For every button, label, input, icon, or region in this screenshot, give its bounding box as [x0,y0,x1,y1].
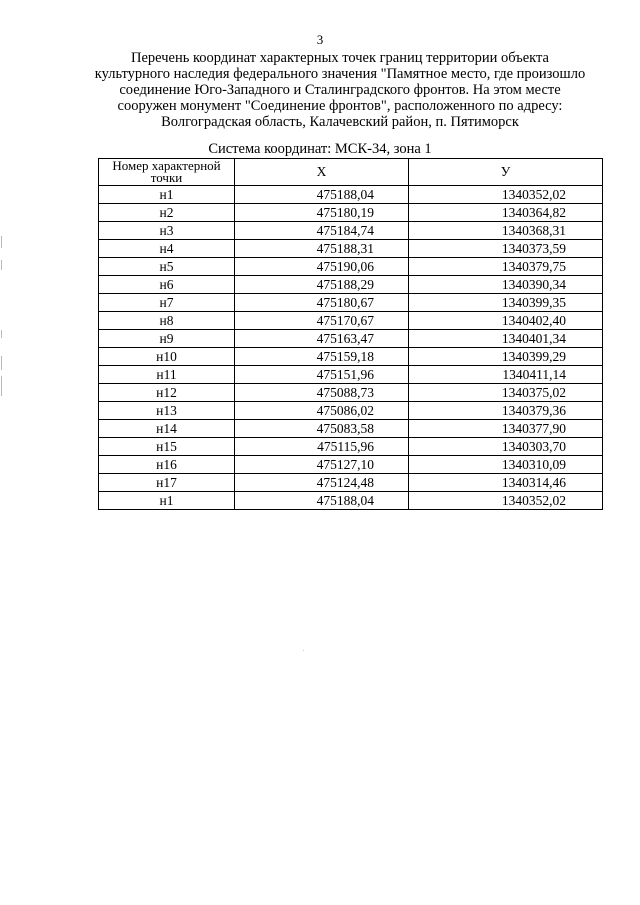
heading-line: сооружен монумент "Соединение фронтов", расположенного по адресу: [117,98,563,114]
y-coordinate-cell: 1340379,75 [409,258,603,276]
point-number-cell: н3 [99,222,235,240]
x-coordinate-cell: 475088,73 [235,384,409,402]
y-coordinate-cell: 1340377,90 [409,420,603,438]
y-coordinate-cell: 1340303,70 [409,438,603,456]
x-coordinate-cell: 475170,67 [235,312,409,330]
table-row [99,474,603,492]
x-coordinate-cell: 475188,04 [235,492,409,510]
table-row [99,258,603,276]
y-coordinate-cell: 1340401,34 [409,330,603,348]
table-row [99,438,603,456]
header-y: У [409,159,603,186]
x-coordinate-cell: 475159,18 [235,348,409,366]
point-number-cell: н8 [99,312,235,330]
y-coordinate-cell: 1340352,02 [409,492,603,510]
heading-line: Перечень координат характерных точек границ территории объекта [131,50,549,66]
scan-edge-mark [1,260,2,270]
table-row [99,276,603,294]
x-coordinate-cell: 475127,10 [235,456,409,474]
x-coordinate-cell: 475184,74 [235,222,409,240]
point-number-cell: н1 [99,186,235,204]
x-coordinate-cell: 475083,58 [235,420,409,438]
table-row [99,240,603,258]
y-coordinate-cell: 1340373,59 [409,240,603,258]
x-coordinate-cell: 475115,96 [235,438,409,456]
heading-line: Волгоградская область, Калачевский район, п. Пятиморск [161,114,519,130]
point-number-cell: н7 [99,294,235,312]
x-coordinate-cell: 475163,47 [235,330,409,348]
coordinates-table [98,158,603,510]
y-coordinate-cell: 1340402,40 [409,312,603,330]
header-point-number [99,159,235,186]
coordinate-system-caption: Система координат: МСК-34, зона 1 [208,141,432,157]
y-coordinate-cell: 1340411,14 [409,366,603,384]
point-number-cell: н9 [99,330,235,348]
table-row [99,420,603,438]
y-coordinate-cell: 1340314,46 [409,474,603,492]
table-row [99,402,603,420]
x-coordinate-cell: 475188,31 [235,240,409,258]
scan-edge-mark [1,356,2,370]
point-number-cell: н5 [99,258,235,276]
y-coordinate-cell: 1340390,34 [409,276,603,294]
point-number-cell: н13 [99,402,235,420]
document-heading [60,50,620,130]
point-number-cell: н6 [99,276,235,294]
y-coordinate-cell: 1340364,82 [409,204,603,222]
point-number-cell: н15 [99,438,235,456]
point-number-cell: н1 [99,492,235,510]
x-coordinate-cell: 475151,96 [235,366,409,384]
table-header-row [99,159,603,186]
scan-edge-mark [1,236,2,248]
table-row [99,492,603,510]
table-row [99,348,603,366]
page-number: 3 [316,32,324,47]
heading-line: соединение Юго-Западного и Сталинградского фронтов. На этом месте [119,82,561,98]
point-number-cell: н16 [99,456,235,474]
x-coordinate-cell: 475180,19 [235,204,409,222]
x-coordinate-cell: 475086,02 [235,402,409,420]
table-row [99,456,603,474]
table-row [99,330,603,348]
point-number-cell: н11 [99,366,235,384]
y-coordinate-cell: 1340375,02 [409,384,603,402]
y-coordinate-cell: 1340379,36 [409,402,603,420]
y-coordinate-cell: 1340352,02 [409,186,603,204]
point-number-cell: н17 [99,474,235,492]
y-coordinate-cell: 1340310,09 [409,456,603,474]
y-coordinate-cell: 1340368,31 [409,222,603,240]
y-coordinate-cell: 1340399,35 [409,294,603,312]
point-number-cell: н10 [99,348,235,366]
x-coordinate-cell: 475180,67 [235,294,409,312]
scan-edge-mark [1,376,2,396]
table-row [99,366,603,384]
table-row [99,384,603,402]
point-number-cell: н14 [99,420,235,438]
table-row [99,312,603,330]
point-number-cell: н2 [99,204,235,222]
table-row [99,186,603,204]
y-coordinate-cell: 1340399,29 [409,348,603,366]
x-coordinate-cell: 475190,06 [235,258,409,276]
heading-line: культурного наследия федерального значения "Памятное место, где произошло [94,66,586,82]
table-row [99,294,603,312]
x-coordinate-cell: 475124,48 [235,474,409,492]
x-coordinate-cell: 475188,29 [235,276,409,294]
point-number-cell: н4 [99,240,235,258]
header-x: X [235,159,409,186]
table-row [99,222,603,240]
scan-edge-mark [1,330,2,338]
header-point-number-label: Номер характерной точки [112,158,221,185]
table-row [99,204,603,222]
x-coordinate-cell: 475188,04 [235,186,409,204]
scan-dust [303,650,304,651]
point-number-cell: н12 [99,384,235,402]
